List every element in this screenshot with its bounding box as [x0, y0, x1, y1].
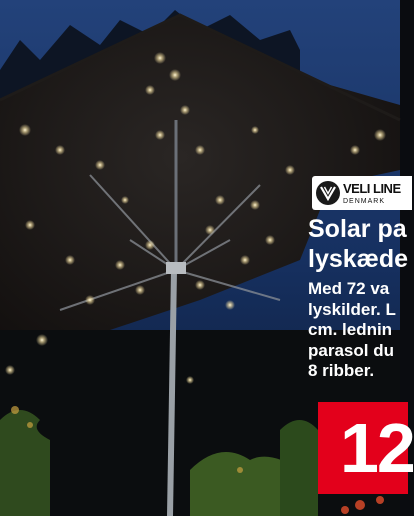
price-value: 12 — [340, 409, 414, 487]
description-line: Med 72 va — [308, 279, 390, 298]
product-title-line: lyskæde — [308, 245, 409, 273]
product-description — [308, 279, 396, 382]
product-title — [308, 214, 408, 274]
description-line: 8 ribber. — [308, 361, 375, 380]
product-title-line: Solar pa — [308, 215, 407, 243]
brand-logo — [312, 176, 412, 210]
brand-logo-icon — [316, 181, 340, 205]
price-tag — [318, 402, 414, 494]
description-line: lyskilder. L — [308, 299, 396, 319]
brand-subtitle: DENMARK — [343, 198, 386, 205]
description-line: cm. lednin — [308, 320, 393, 339]
brand-name: VELI LINE — [343, 181, 401, 196]
description-line: parasol du — [308, 340, 394, 360]
